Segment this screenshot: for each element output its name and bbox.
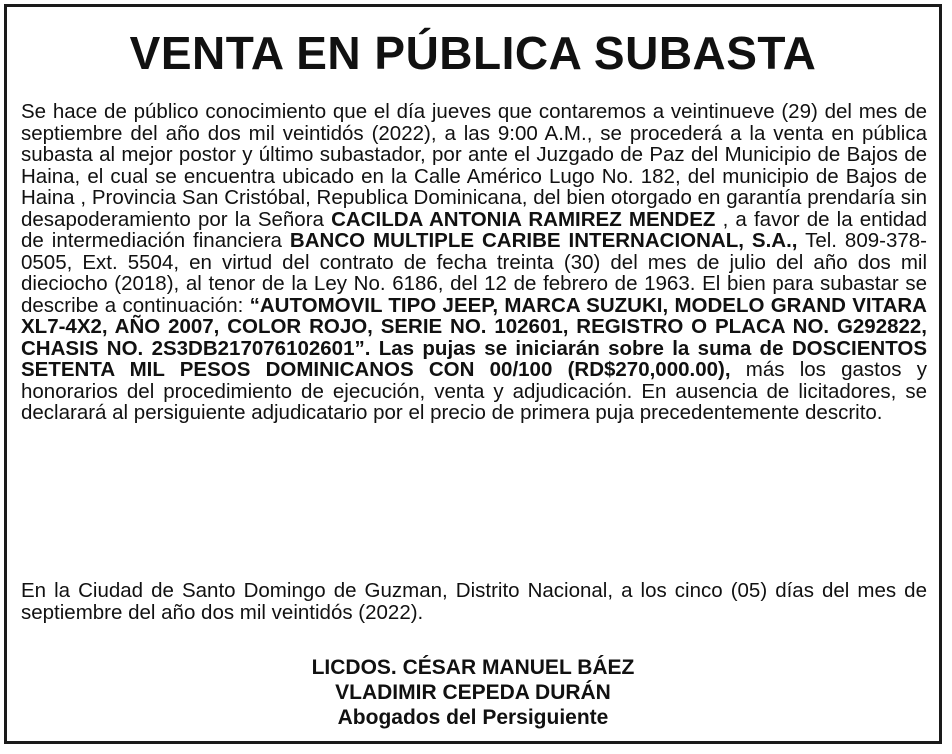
notice-body-paragraph	[21, 101, 927, 424]
notice-date-paragraph: En la Ciudad de Santo Domingo de Guzman, Distrito Nacional, a los cinco (05) días del mes de septiembre del año dos mil veintidós (2022).	[21, 579, 927, 624]
auction-notice	[4, 4, 942, 744]
body-text-closing: más los gastos y honorarios del procedimiento de ejecución, venta y adjudicación. En ausencia de licitadores, se declarará al persiguiente adjudicatario por el precio de primera puja precedentemente descrito.	[21, 358, 927, 424]
creditor-name: BANCO MULTIPLE CARIBE INTERNACIONAL, S.A.,	[289, 229, 798, 252]
signature-line-lawyer-2: VLADIMIR CEPEDA DURÁN	[335, 681, 611, 704]
signature-line-role: Abogados del Persiguiente	[337, 706, 609, 729]
vehicle-description: “AUTOMOVIL TIPO JEEP, MARCA SUZUKI, MODELO GRAND VITARA XL7-4X2, AÑO 2007, COLOR ROJO, SERIE NO. 102601, REGISTRO O PLACA NO. G292822, CHASIS NO. 2S3DB217076102601”. Las pujas se iniciarán sobre la suma de DOSCIENTOS SETENTA MIL PESOS DOMINICANOS CON 00/100 (RD$270,000.00),	[21, 293, 927, 381]
signature-block	[7, 655, 939, 730]
body-text-favor: , a favor de la entidad de intermediación financiera	[21, 207, 927, 252]
body-text-intro: Se hace de público conocimiento que el día jueves que contaremos a veintinueve (29) del mes de septiembre del año dos mil veintidós (2022), a las 9:00 A.M., se procederá a la venta en pública subasta al mejor postor y último subastador, por ante el Juzgado de Paz del Municipio de Bajos de Haina, el cual se encuentra ubicado en la Calle Américo Lugo No. 182, del municipio de Bajos de Haina , Provincia San Cristóbal, Republica Dominicana, del bien otorgado en garantía prendaría sin desapoderamiento por la Señora	[21, 100, 927, 231]
notice-title: VENTA EN PÚBLICA SUBASTA	[129, 27, 817, 79]
debtor-name: CACILDA ANTONIA RAMIREZ MENDEZ	[331, 207, 716, 231]
body-text-contract: Tel. 809-378-0505, Ext. 5504, en virtud del contrato de fecha treinta (30) del mes de julio del año dos mil dieciocho (2018), al tenor de la Ley No. 6186, del 12 de febrero de 1963. El bien para subastar se describe a continuación:	[21, 229, 927, 317]
signature-line-lawyer-1: LICDOS. CÉSAR MANUEL BÁEZ	[311, 656, 635, 679]
